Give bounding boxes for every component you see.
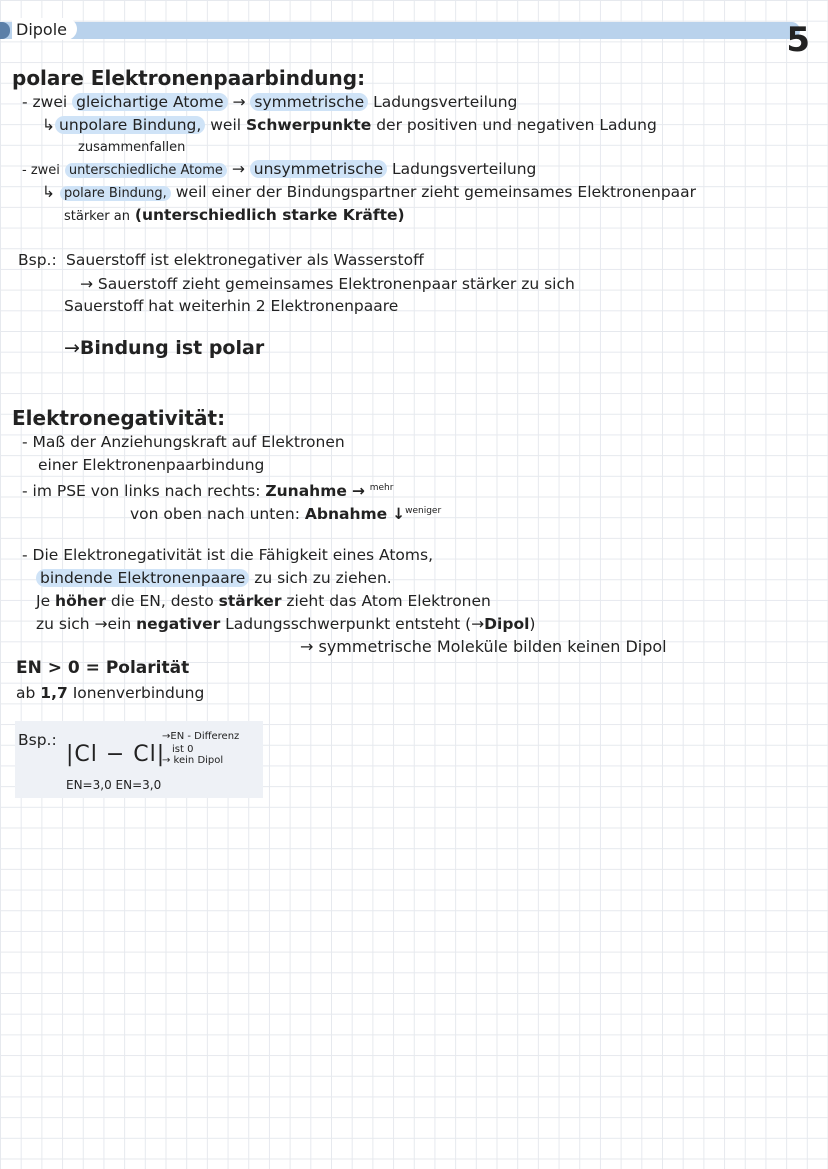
text: - im PSE von links nach rechts: <box>22 482 261 501</box>
text: stärker an <box>64 209 130 224</box>
bold-text: Abnahme <box>304 505 388 524</box>
bold-text: (unterschiedlich starke Kräfte) <box>134 206 405 224</box>
section-heading-electronegativity: Elektronegativität: <box>12 406 226 430</box>
arrow: ↳ <box>42 116 55 134</box>
text: Ionenverbindung <box>72 684 205 702</box>
page-title: Dipole <box>12 18 77 40</box>
formula: |Cl − Cl| <box>66 742 166 767</box>
note: weniger <box>405 506 442 516</box>
bold-text: Zunahme <box>265 482 347 501</box>
note: ist 0 <box>172 744 194 755</box>
text: ) <box>529 615 536 633</box>
page-number: 5 <box>786 20 810 60</box>
bold-text: stärker <box>218 592 282 610</box>
bold-text: Dipol <box>484 615 530 633</box>
bold-text: Bindung ist polar <box>79 337 265 359</box>
text-line <box>22 159 536 181</box>
text-line <box>36 591 491 611</box>
highlight: symmetrische <box>250 93 368 111</box>
highlight: bindende Elektronenpaare <box>36 569 249 587</box>
text-line: → Sauerstoff zieht gemeinsames Elektronenpaar stärker zu sich <box>80 275 575 293</box>
arrow: ↓ <box>392 505 406 524</box>
text: ab <box>16 684 36 702</box>
highlight: unsymmetrische <box>250 160 387 178</box>
highlight: gleichartige Atome <box>72 93 227 111</box>
highlight: unpolare Bindung, <box>55 116 205 134</box>
bold-text: Schwerpunkte <box>246 116 372 134</box>
note: → kein Dipol <box>162 755 224 766</box>
text: Je <box>36 592 51 610</box>
text-line <box>22 92 517 112</box>
text-line <box>42 182 696 204</box>
text: die EN, desto <box>110 592 214 610</box>
note: →EN - Differenz <box>162 731 240 742</box>
en-values: EN=3,0 EN=3,0 <box>66 778 162 792</box>
arrow: → <box>64 337 80 359</box>
example-label: Bsp.: <box>18 731 57 749</box>
text-line: Sauerstoff ist elektronegativer als Wasserstoff <box>66 251 424 269</box>
text: von oben nach unten: <box>130 505 300 524</box>
text-line: zusammenfallen <box>78 140 186 155</box>
text: weil einer der Bindungspartner zieht gemeinsames Elektronenpaar <box>175 183 697 201</box>
example-label: Bsp.: <box>18 251 57 269</box>
arrow: ↳ <box>42 183 55 201</box>
text-line <box>130 501 441 524</box>
text-line <box>36 614 535 634</box>
highlight: unterschiedliche Atome <box>65 163 227 178</box>
text-line: → symmetrische Moleküle bilden keinen Dipol <box>300 637 667 656</box>
section-heading-polar-bond: polare Elektronenpaarbindung: <box>12 66 366 90</box>
title-bar <box>0 22 800 39</box>
highlight: polare Bindung, <box>60 186 171 201</box>
text-line: - Die Elektronegativität ist die Fähigkeit eines Atoms, <box>22 546 433 564</box>
text: Ladungsverteilung <box>373 93 518 111</box>
text-line <box>22 478 393 501</box>
text-line: - Maß der Anziehungskraft auf Elektronen <box>22 433 345 451</box>
text-line: EN > 0 = Polarität <box>16 658 190 678</box>
bold-text: 1,7 <box>40 684 68 702</box>
bold-text: negativer <box>136 615 221 633</box>
text: - zwei <box>22 163 60 178</box>
text: der positiven und negativen Ladung <box>376 116 657 134</box>
text: zieht das Atom Elektronen <box>286 592 491 610</box>
text: weil <box>210 116 242 134</box>
text-line <box>64 205 405 227</box>
bold-text: höher <box>55 592 106 610</box>
text-line <box>42 115 657 135</box>
text: - zwei <box>22 93 68 111</box>
arrow: → <box>232 93 246 111</box>
text-line <box>36 568 392 588</box>
text: zu sich zu ziehen. <box>254 569 392 587</box>
text: Ladungsverteilung <box>392 160 537 178</box>
note: mehr <box>369 483 394 493</box>
text-line: einer Elektronenpaarbindung <box>38 456 265 474</box>
text-line <box>16 683 204 703</box>
text-line <box>64 338 264 358</box>
text: Ladungsschwerpunkt entsteht (→ <box>225 615 485 633</box>
arrow: → <box>231 160 245 178</box>
text: zu sich →ein <box>36 615 132 633</box>
arrow: → <box>351 482 365 501</box>
text-line: Sauerstoff hat weiterhin 2 Elektronenpaare <box>64 297 399 315</box>
